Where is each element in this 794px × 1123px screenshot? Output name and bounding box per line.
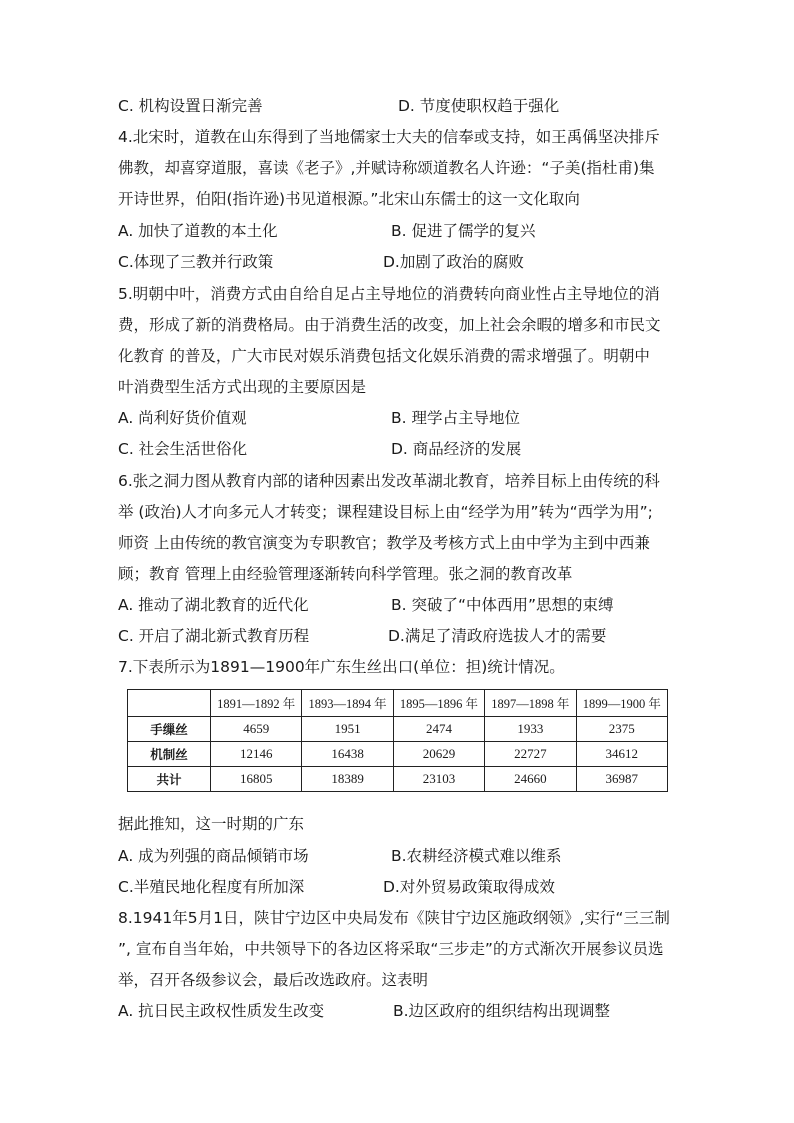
q7-option-a: A. 成为列强的商品倾销市场 [118,847,309,865]
q4-stem-line-1: 4.北宋时，道教在山东得到了当地儒家士大夫的信奉或支持，如王禹偁坚决排斥 [118,128,660,146]
table-cell: 2375 [576,717,667,742]
q7-options-cd [118,876,678,898]
q7-stem: 7.下表所示为1891—1900年广东生丝出口(单位：担)统计情况。 [118,658,565,676]
q5-options-cd [118,438,678,460]
q5-stem-line-2: 费，形成了新的消费格局。由于消费生活的改变，加上社会余暇的增多和市民文 [118,316,661,334]
table-row [128,742,668,767]
q6-stem-line-1: 6.张之洞力图从教育内部的诸种因素出发改革湖北教育，培养目标上由传统的科 [118,472,660,490]
q7-options-ab [118,845,678,867]
q6-stem-line-2: 举 (政治)人才向多元人才转变；课程建设目标上由“经学为用”转为“西学为用”; [118,503,653,521]
q5-option-d: D. 商品经济的发展 [391,440,522,458]
q8-options-ab [118,1000,678,1022]
q6-options-cd [118,625,678,647]
table-cell: 18389 [302,767,393,792]
q5-option-a: A. 尚利好货价值观 [118,409,247,427]
table-cell: 23103 [393,767,484,792]
q4-stem-line-3: 开诗世界，伯阳(指许逊)书见道根源。”北宋山东儒士的这一文化取向 [118,190,580,208]
q7-option-b: B.农耕经济模式难以维系 [391,847,562,865]
q5-stem-line-3: 化教育 的普及，广大市民对娱乐消费包括文化娱乐消费的需求增强了。明朝中 [118,347,650,365]
table-row-label: 手缫丝 [128,717,211,742]
table-header-cell: 1897—1898 年 [485,690,576,717]
q6-option-c: C. 开启了湖北新式教育历程 [118,627,310,645]
table-cell: 22727 [485,742,576,767]
q7-after-text: 据此推知，这一时期的广东 [118,815,305,833]
table-cell: 36987 [576,767,667,792]
table-row-label: 共计 [128,767,211,792]
q6-stem-line-3: 师资 上由传统的教官演变为专职教官；教学及考核方式上由中学为主到中西兼 [118,534,650,552]
q6-option-b: B. 突破了“中体西用”思想的束缚 [391,596,614,614]
table-row [128,767,668,792]
table-cell: 1933 [485,717,576,742]
q3-options-cd [118,95,678,117]
q8-stem-line-2: ”, 宣布自当年始，中共领导下的各边区将采取“三步走”的方式渐次开展参议员选 [118,940,664,958]
q4-stem-line-2: 佛教，却喜穿道服，喜读《老子》,并赋诗称颂道教名人许逊：“子美(指杜甫)集 [118,159,655,177]
q5-option-b: B. 理学占主导地位 [391,409,520,427]
table-cell: 16438 [302,742,393,767]
table-header-cell: 1893—1894 年 [302,690,393,717]
table-cell: 20629 [393,742,484,767]
q8-stem-line-3: 举，召开各级参议会，最后改选政府。这表明 [118,971,429,989]
q5-stem-line-1: 5.明朝中叶，消费方式由自给自足占主导地位的消费转向商业性占主导地位的消 [118,285,660,303]
table-header-cell [128,690,211,717]
q5-option-c: C. 社会生活世俗化 [118,440,248,458]
table-header-cell: 1891—1892 年 [211,690,302,717]
table-cell: 12146 [211,742,302,767]
table-cell: 24660 [485,767,576,792]
table-header-row [128,690,668,717]
q8-option-b: B.边区政府的组织结构出现调整 [393,1002,611,1020]
q6-stem-line-4: 顾；教育 管理上由经验管理逐渐转向科学管理。张之洞的教育改革 [118,565,573,583]
q7-option-d: D.对外贸易政策取得成效 [383,878,555,896]
q6-options-ab [118,594,678,616]
table-cell: 34612 [576,742,667,767]
table-cell: 4659 [211,717,302,742]
table-header-cell: 1895—1896 年 [393,690,484,717]
q4-options-ab [118,220,678,242]
silk-export-table [127,689,668,792]
table-cell: 2474 [393,717,484,742]
q8-option-a: A. 抗日民主政权性质发生改变 [118,1002,325,1020]
q3-option-c: C. 机构设置日渐完善 [118,97,263,115]
q7-option-c: C.半殖民地化程度有所加深 [118,878,305,896]
table-cell: 16805 [211,767,302,792]
q4-option-b: B. 促进了儒学的复兴 [391,222,536,240]
table-cell: 1951 [302,717,393,742]
q5-stem-line-4: 叶消费型生活方式出现的主要原因是 [118,378,367,396]
q5-options-ab [118,407,678,429]
q4-option-a: A. 加快了道教的本土化 [118,222,278,240]
q8-stem-line-1: 8.1941年5月1日，陕甘宁边区中央局发布《陕甘宁边区施政纲领》,实行“三三制 [118,909,670,927]
q4-option-d: D.加剧了政治的腐败 [383,253,524,271]
q4-options-cd [118,251,678,273]
q6-option-a: A. 推动了湖北教育的近代化 [118,596,309,614]
q3-option-d: D. 节度使职权趋于强化 [398,97,560,115]
table-row [128,717,668,742]
table-row-label: 机制丝 [128,742,211,767]
q4-option-c: C.体现了三教并行政策 [118,253,274,271]
table-header-cell: 1899—1900 年 [576,690,667,717]
q6-option-d: D.满足了清政府选拔人才的需要 [388,627,607,645]
